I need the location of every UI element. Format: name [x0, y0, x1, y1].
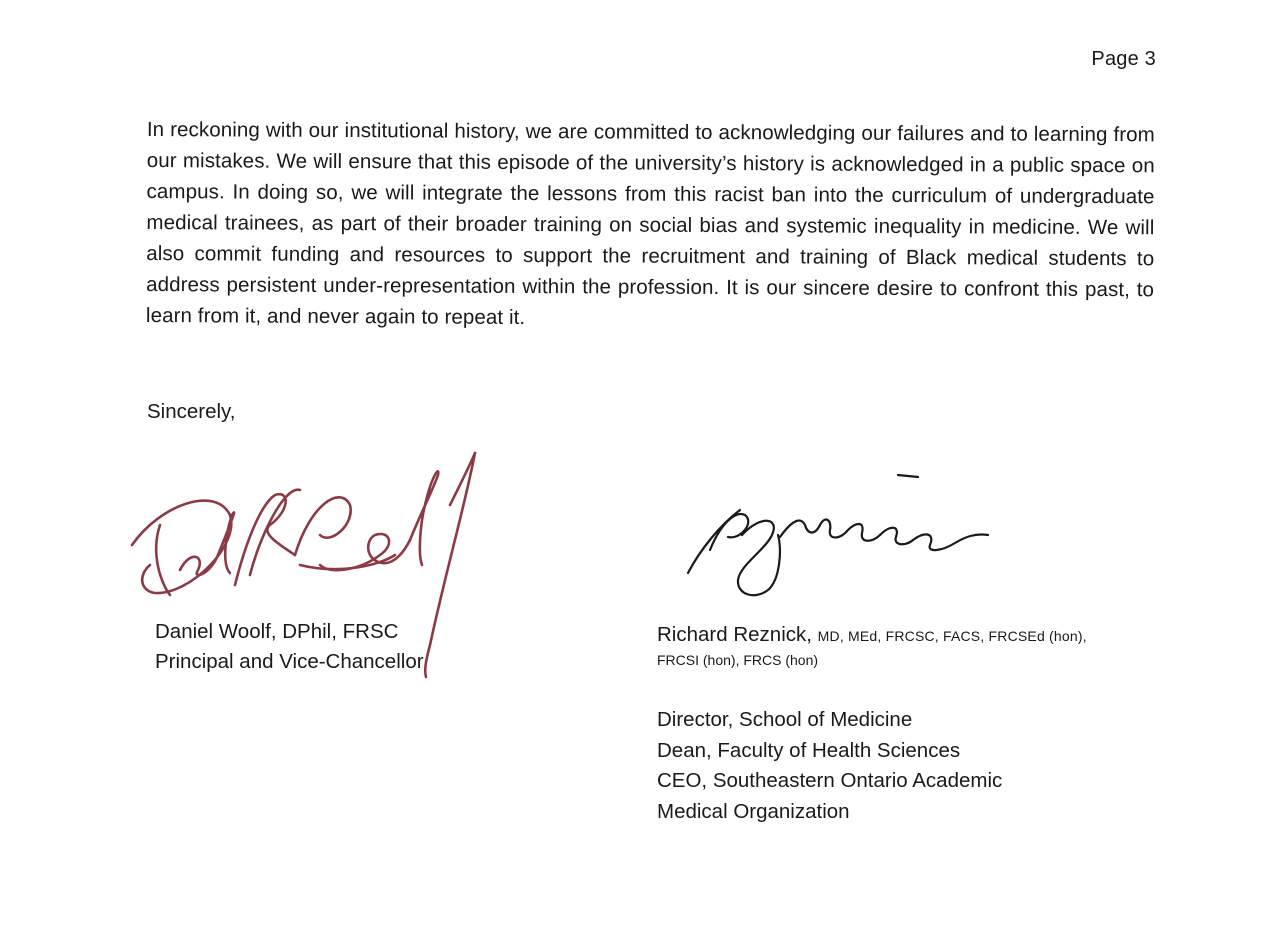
reznick-title-line: Medical Organization [657, 799, 850, 823]
page-number: Page 3 [1091, 48, 1156, 70]
closing-salutation: Sincerely, [147, 400, 236, 423]
woolf-title: Principal and Vice-Chancellor [155, 650, 424, 673]
reznick-titles [657, 705, 1002, 827]
reznick-name: Richard Reznick, [657, 623, 812, 646]
body-paragraph: In reckoning with our institutional history, we are committed to acknowledging our failures and to learning from our mistakes. We will ensure that this episode of the university’s history is acknowledged in a public space on campus. In doing so, we will integrate the lessons from this racist ban into the curriculum of undergraduate medical trainees, as part of their broader training on social bias and systemic inequality in medicine. We will also commit funding and resources to support the recruitment and training of Black medical students to address persistent under-representation within the profession. It is our sincere desire to confront this past, to learn from it, and never again to repeat it. [145, 117, 1155, 329]
reznick-title-line: Director, School of Medicine [657, 708, 913, 731]
reznick-signatory-block [657, 620, 1157, 671]
woolf-name: Daniel Woolf, DPhil, FRSC [155, 620, 399, 643]
reznick-credentials-line1: MD, MEd, FRCSC, FACS, FRCSEd (hon), [817, 628, 1087, 644]
reznick-credentials-line2: FRCSI (hon), FRCS (hon) [657, 652, 819, 668]
reznick-title-line: Dean, Faculty of Health Sciences [657, 738, 961, 762]
woolf-signatory-block [155, 617, 424, 677]
reznick-title-line: CEO, Southeastern Ontario Academic [657, 769, 1003, 792]
reznick-signature [680, 455, 1000, 605]
